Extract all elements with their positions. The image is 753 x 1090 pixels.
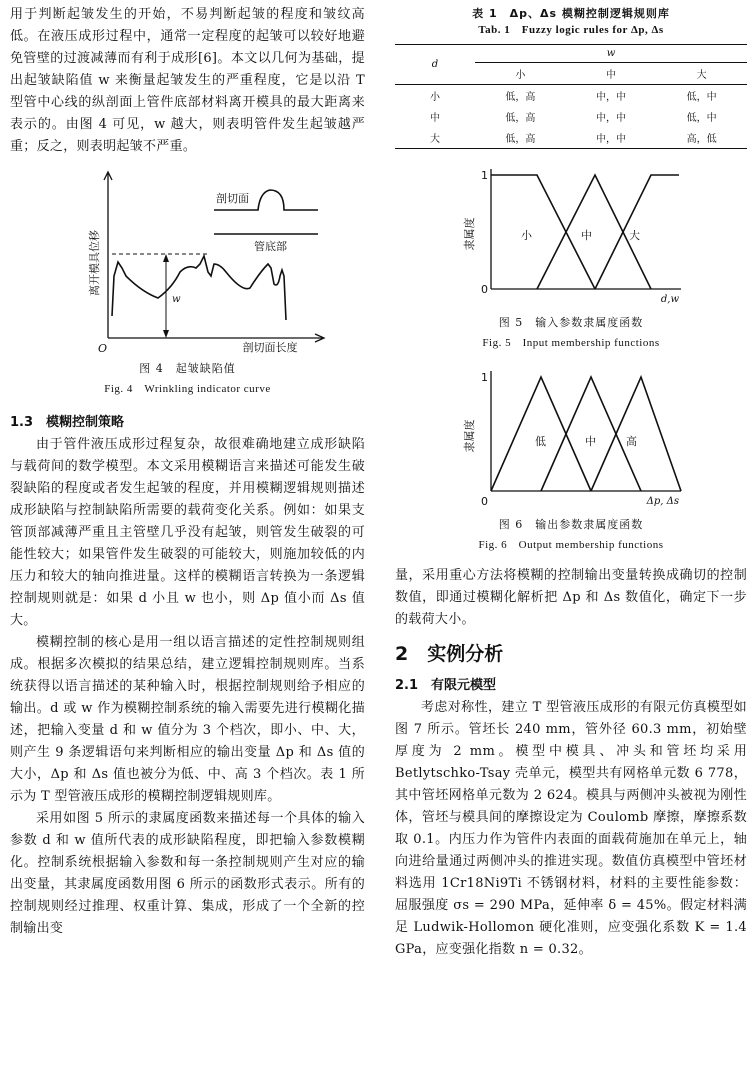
fig6-label-mid: 中 xyxy=(585,435,596,448)
fig6-caption-cn: 图 6 输出参数隶属度函数 xyxy=(498,518,644,531)
fuzzy-rules-table xyxy=(395,44,747,149)
fig4-origin: O xyxy=(97,342,107,353)
fig6-ylabel: 隶属度 xyxy=(463,419,476,453)
table1-col-large: 大 xyxy=(656,63,747,85)
fig4-ylabel: 离开模具位移 xyxy=(87,230,101,296)
table-row xyxy=(395,85,747,107)
fig4-xlabel: 剖切面长度 xyxy=(242,341,297,353)
fig5-xlabel: d,w xyxy=(660,294,679,305)
paragraph-1-3-a: 由于管件液压成形过程复杂，故很难确地建立成形缺陷与载荷间的数学模型。本文采用模糊语言来描述可能发生破裂缺陷的程度或者发生起皱的程度，并用模糊逻辑规则描述成形缺陷与控制缺陷所需要的载荷变化关系。例如：如果支管顶部减薄严重且主管壁几乎没有起皱，则管发生破裂的可能性较大；如果管件发生破裂的可能较大，则施加较低的内压力和较大的轴向推进量。这样的模糊语言转换为一条逻辑控制规则就是：如果 d 小且 w 也小，则 Δp 值小而 Δs 值大。 xyxy=(10,437,365,628)
fig5-label-large: 大 xyxy=(629,229,640,242)
section-2-1-title: 2.1 有限元模型 xyxy=(395,678,497,693)
paragraph-intro: 用于判断起皱发生的开始，不易判断起皱的程度和皱纹高低。在液压成形过程中，通常一定程度的起皱可以较好地避免管壁的过渡减薄而有利于成形[6]。本文以几何为基础，提出起皱缺陷值 w 来衡量起皱发生的严重程度，它是以沿 T 型管中心线的纵剖面上管件底部材料离开模具的最大距离来表示的。由图 4 可见，w 越大，则表明管件发生起皱越严重；反之，则表明起皱不严重。 xyxy=(10,7,365,154)
table1-title-en: Tab. 1 Fuzzy logic rules for Δp, Δs xyxy=(478,24,664,36)
fig6-caption-en: Fig. 6 Output membership functions xyxy=(478,539,664,551)
paragraph-continued: 量，采用重心方法将模糊的控制输出变量转换成确切的控制数值，即通过模糊化解析把 Δp 和 Δs 数值化，确定下一步的载荷大小。 xyxy=(395,568,747,627)
fig5-y1: 1 xyxy=(481,169,488,182)
table1-cell: 中，中 xyxy=(595,113,626,124)
fig6-y1: 1 xyxy=(481,371,488,384)
fig5-y0: 0 xyxy=(481,283,488,296)
table1-cell: 大 xyxy=(430,134,440,145)
table1-cell: 高，低 xyxy=(686,134,717,145)
fig6-xlabel: Δp, Δs xyxy=(646,496,679,507)
fig6-y0: 0 xyxy=(481,495,488,508)
input-membership-figure xyxy=(451,159,691,309)
table1-cell: 低，高 xyxy=(505,134,536,145)
left-column xyxy=(10,0,365,940)
fig5-caption-cn: 图 5 输入参数隶属度函数 xyxy=(498,316,644,329)
table1-col-mid: 中 xyxy=(566,63,657,85)
table1-col-small: 小 xyxy=(475,63,566,85)
table1-cell: 低，高 xyxy=(505,113,536,124)
section-2-title: 2 实例分析 xyxy=(395,643,504,665)
paragraph-1-3-b: 模糊控制的核心是用一组以语言描述的定性控制规则组成。根据多次模拟的结果总结，建立逻辑控制规则库。当系统获得以语言描述的某种输入时，根据控制规则给予相应的输出。d 或 w 作为模糊控制系统的输入需要先进行模糊化描述，把输入变量 d 和 w 值分为 3 个档次，即小、中、大，则产生 9 条逻辑语句来判断相应的输出变量 Δp 和 Δs 值的大小，Δp 和 Δs 值也被分为低、中、高 3 个档次。表 1 所示为 T 型管液压成形的模糊控制逻辑规则库。 xyxy=(10,635,365,804)
fig5-ylabel: 隶属度 xyxy=(463,217,476,251)
table1-col-header: w xyxy=(475,45,747,63)
fig5-label-small: 小 xyxy=(521,229,532,242)
table1-title-cn: 表 1 Δp、Δs 模糊控制逻辑规则库 xyxy=(472,7,670,20)
wrinkling-indicator-figure xyxy=(38,168,338,353)
table1-cell: 小 xyxy=(430,92,440,103)
fig5-caption-en: Fig. 5 Input membership functions xyxy=(482,337,660,349)
table-row xyxy=(395,127,747,149)
paragraph-1-3-c: 采用如图 5 所示的隶属度函数来描述每一个具体的输入参数 d 和 w 值所代表的成形缺陷程度，即把输入参数模糊化。控制系统根据输入参数和每一条控制规则产生对应的输出变量，其隶属度函数用图 6 所示的函数形式表示。所有的控制规则经过推理、权重计算、集成，形成了一个全新的控制输出变 xyxy=(10,811,365,936)
table1-cell: 中，中 xyxy=(595,134,626,145)
fig4-caption-en: Fig. 4 Wrinkling indicator curve xyxy=(104,383,271,395)
table1-cell: 低，中 xyxy=(686,113,717,124)
fig5-label-mid: 中 xyxy=(581,229,592,242)
table1-cell: 低，高 xyxy=(505,92,536,103)
figure-6 xyxy=(395,361,747,553)
section-1-3-title: 1.3 模糊控制策略 xyxy=(10,415,125,430)
table-row xyxy=(395,106,747,127)
table1-cell: 中，中 xyxy=(595,92,626,103)
table1-row-header: d xyxy=(395,45,475,85)
table1-cell: 低，中 xyxy=(686,92,717,103)
figure-4 xyxy=(10,168,365,397)
table-1 xyxy=(395,6,747,149)
right-column xyxy=(395,0,747,961)
fig4-bottom-label: 管底部 xyxy=(253,240,287,253)
paragraph-2-1: 考虑对称性，建立 T 型管液压成形的有限元仿真模型如图 7 所示。管坯长 240 mm，管外径 60.3 mm，初始壁厚度为 2 mm。模型中模具、冲头和管坯均采用 Betlytschko-Tsay 壳单元，模型共有网格单元数 6 778，其中管坯网格单元数为 2 624。模具与两侧冲头被视为刚性体，管坯与模具间的摩擦设定为 Coulomb 摩擦，摩擦系数取 0.1。内压力作为管件内表面的面载荷施加在单元上，轴向进给量通过两侧冲头的推进实现。数值仿真模型中管坯材料选用 1Cr18Ni9Ti 不锈钢材料，材料的主要性能参数：屈服强度 σs = 290 MPa，延伸率 δ = 45%。假定材料满足 Ludwik-Hollomon 硬化准则，应变强化系数 K = 1.4 GPa，应变强化指数 n = 0.32。 xyxy=(395,700,747,957)
figure-5 xyxy=(395,159,747,351)
fig4-w-label: w xyxy=(171,294,181,305)
fig6-label-high: 高 xyxy=(626,435,637,448)
fig4-caption-cn: 图 4 起皱缺陷值 xyxy=(139,362,236,375)
fig6-label-low: 低 xyxy=(535,435,546,448)
output-membership-figure xyxy=(451,361,691,511)
table1-cell: 中 xyxy=(430,113,440,124)
fig4-section-label: 剖切面 xyxy=(215,192,249,205)
